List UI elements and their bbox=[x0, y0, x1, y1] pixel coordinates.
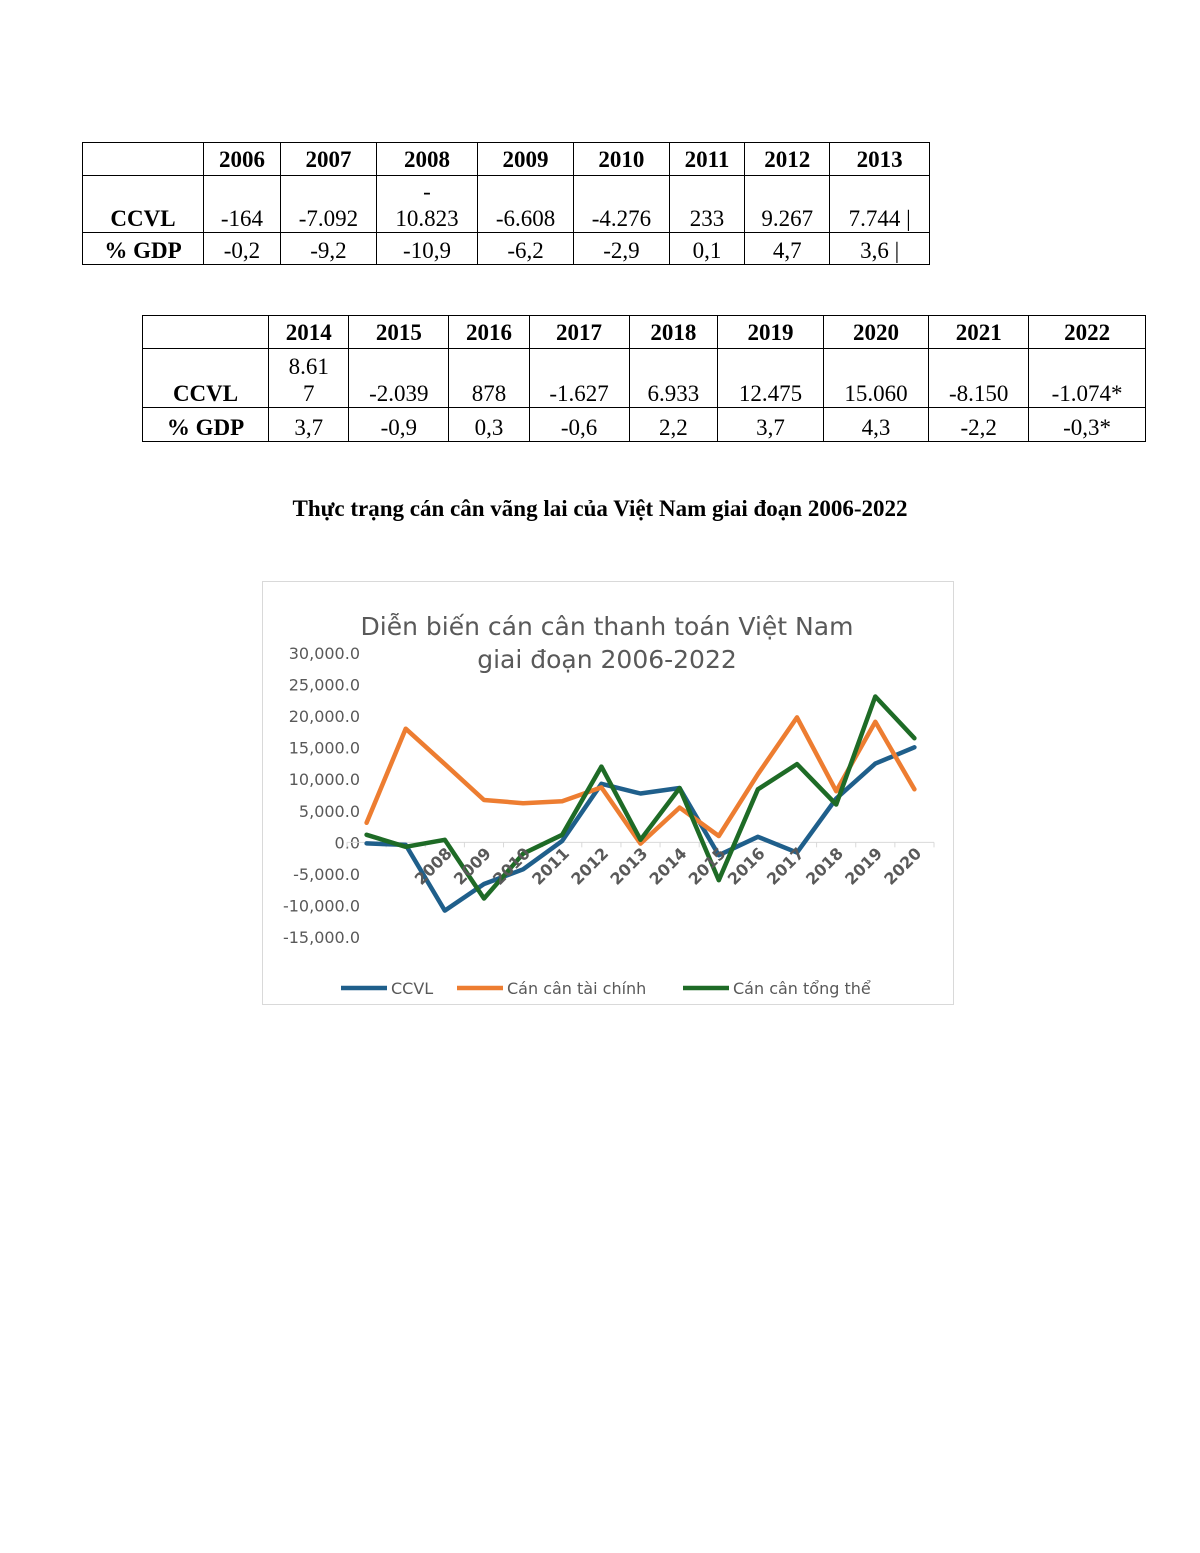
table-cell: -6.608 bbox=[478, 176, 574, 233]
table-cell: 878 bbox=[449, 349, 529, 408]
table-cell: 0,3 bbox=[449, 408, 529, 442]
table-row-gdp bbox=[143, 408, 1146, 442]
table-cell: 2020 bbox=[823, 316, 929, 349]
table-cell: 12.475 bbox=[718, 349, 824, 408]
balance-table-2014-2022 bbox=[142, 315, 1146, 442]
series-line-0 bbox=[367, 747, 915, 910]
table-cell: -4.276 bbox=[573, 176, 669, 233]
table-cell: -0,2 bbox=[203, 233, 280, 265]
table-cell: 6.933 bbox=[629, 349, 718, 408]
table-cell: 7.744 | bbox=[830, 176, 930, 233]
table-cell: -2,9 bbox=[573, 233, 669, 265]
series-line-1 bbox=[367, 717, 915, 843]
table-cell: 2013 bbox=[830, 143, 930, 176]
table-cell: 9.267 bbox=[745, 176, 830, 233]
y-tick-label: 30,000.0 bbox=[288, 644, 360, 663]
table-cell: 3,7 bbox=[269, 408, 349, 442]
table-row-gdp bbox=[83, 233, 930, 265]
table-cell: -9,2 bbox=[281, 233, 377, 265]
x-tick-label: 2008 bbox=[410, 843, 456, 889]
table-cell: -2.039 bbox=[349, 349, 449, 408]
table-cell: 2021 bbox=[929, 316, 1029, 349]
y-tick-label: -15,000.0 bbox=[282, 928, 360, 947]
table-cell: 2016 bbox=[449, 316, 529, 349]
table-cell: 2006 bbox=[203, 143, 280, 176]
table-cell: 3,6 | bbox=[830, 233, 930, 265]
row-label bbox=[143, 316, 269, 349]
y-tick-label: 15,000.0 bbox=[288, 738, 360, 758]
x-tick-label: 2010 bbox=[489, 843, 534, 889]
table-cell: -2,2 bbox=[929, 408, 1029, 442]
x-tick-label: 2017 bbox=[762, 843, 808, 889]
table-cell: 2014 bbox=[269, 316, 349, 349]
table-cell: -0,3* bbox=[1029, 408, 1146, 442]
x-tick-label: 2011 bbox=[528, 843, 574, 889]
table-cell: 4,7 bbox=[745, 233, 830, 265]
table-cell: -0,9 bbox=[349, 408, 449, 442]
table-cell: -10,9 bbox=[376, 233, 477, 265]
table-cell: 2011 bbox=[669, 143, 744, 176]
y-tick-label: -5,000.0 bbox=[293, 864, 360, 884]
y-tick-label: 5,000.0 bbox=[298, 801, 360, 821]
table-cell: 2019 bbox=[718, 316, 824, 349]
line-chart bbox=[262, 581, 954, 1005]
row-label: % GDP bbox=[143, 408, 269, 442]
table-cell: 2007 bbox=[281, 143, 377, 176]
table-cell: -164 bbox=[203, 176, 280, 233]
table-cell: -1.627 bbox=[529, 349, 629, 408]
legend-label: Cán cân tổng thể bbox=[733, 979, 871, 998]
x-tick-label: 2009 bbox=[449, 843, 495, 889]
legend-label: CCVL bbox=[391, 979, 434, 998]
table-cell: 233 bbox=[669, 176, 744, 233]
x-tick-label: 2016 bbox=[723, 843, 769, 889]
chart-caption: Thực trạng cán cân vãng lai của Việt Nam giai đoạn 2006-2022 bbox=[292, 496, 908, 521]
y-tick-label: 0.0 bbox=[334, 833, 360, 853]
row-label: % GDP bbox=[83, 233, 204, 265]
table-cell: 8.61 7 bbox=[269, 349, 349, 408]
balance-table-2006-2013 bbox=[82, 142, 930, 265]
table-row-ccvl bbox=[143, 349, 1146, 408]
x-tick-label: 2020 bbox=[880, 843, 926, 889]
row-label bbox=[83, 143, 204, 176]
table-cell: 4,3 bbox=[823, 408, 929, 442]
table-cell: 2012 bbox=[745, 143, 830, 176]
table-cell: 2009 bbox=[478, 143, 574, 176]
x-tick-label: 2015 bbox=[684, 843, 730, 889]
table-cell: 2022 bbox=[1029, 316, 1146, 349]
y-tick-label: 25,000.0 bbox=[288, 675, 360, 695]
table-cell: -7.092 bbox=[281, 176, 377, 233]
legend-label: Cán cân tài chính bbox=[507, 979, 647, 998]
row-label: CCVL bbox=[143, 349, 269, 408]
y-tick-label: 10,000.0 bbox=[288, 770, 360, 790]
table-cell: -1.074* bbox=[1029, 349, 1146, 408]
table-row-ccvl bbox=[83, 176, 930, 233]
table-row-header bbox=[83, 143, 930, 176]
y-tick-label: -10,000.0 bbox=[282, 896, 360, 916]
table-cell: 2008 bbox=[376, 143, 477, 176]
table-cell: - 10.823 bbox=[376, 176, 477, 233]
y-tick-label: 20,000.0 bbox=[288, 707, 360, 727]
x-tick-label: 2013 bbox=[606, 843, 652, 889]
table-cell: 3,7 bbox=[718, 408, 824, 442]
table-cell: 2018 bbox=[629, 316, 718, 349]
x-tick-label: 2012 bbox=[567, 843, 613, 889]
table-row-header bbox=[143, 316, 1146, 349]
table-cell: 0,1 bbox=[669, 233, 744, 265]
x-tick-label: 2019 bbox=[841, 843, 887, 889]
table-cell: 2017 bbox=[529, 316, 629, 349]
table-cell: 2,2 bbox=[629, 408, 718, 442]
table-cell: -0,6 bbox=[529, 408, 629, 442]
chart-canvas bbox=[263, 582, 953, 1004]
row-label: CCVL bbox=[83, 176, 204, 233]
chart-title-line: giai đoạn 2006-2022 bbox=[477, 645, 737, 674]
chart-title-line: Diễn biến cán cân thanh toán Việt Nam bbox=[360, 612, 854, 641]
table-cell: -6,2 bbox=[478, 233, 574, 265]
table-cell: 2010 bbox=[573, 143, 669, 176]
table-cell: -8.150 bbox=[929, 349, 1029, 408]
x-tick-label: 2018 bbox=[802, 843, 847, 889]
table-cell: 15.060 bbox=[823, 349, 929, 408]
x-tick-label: 2014 bbox=[645, 843, 691, 889]
table-cell: 2015 bbox=[349, 316, 449, 349]
